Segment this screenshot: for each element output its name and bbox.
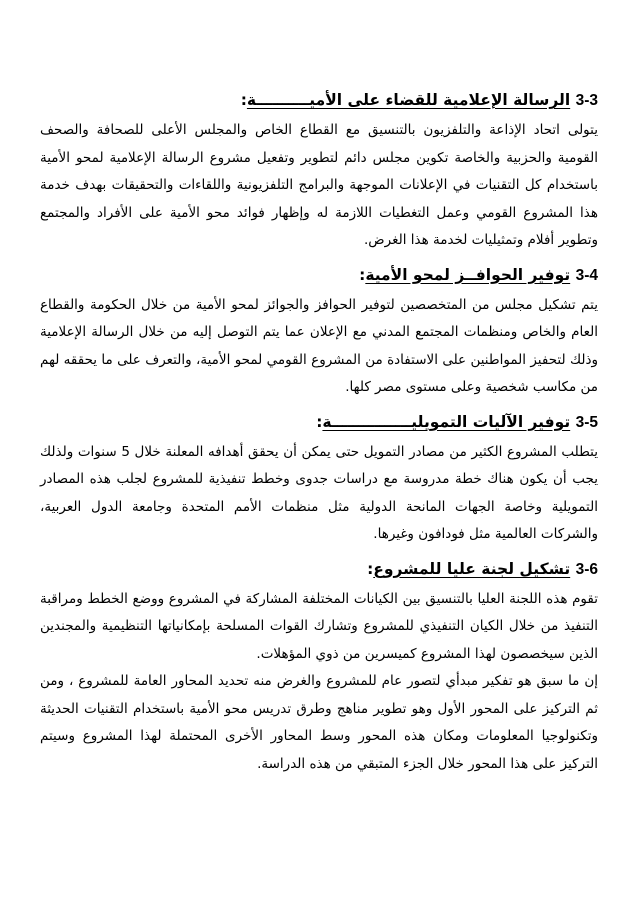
heading-colon: : [316, 412, 323, 431]
section-body: يتم تشكيل مجلس من المتخصصين لتوفير الحوافز والجوائز لمحو الأمية من خلال الحكومة والقطاع العام والخاص ومنظمات المجتمع المدني مع الإعلان عما يتم التوصل إليه من خلال الرسالة الإعلامية وذلك لتحفيز المواطنين على الاستفادة من المشروع القومي لمحو الأمية، والتعرف على ما يحققه لهم من مكاسب شخصية وعلى مستوى مصر كلها. [40, 296, 598, 395]
heading-colon: : [367, 559, 374, 578]
section-incentives [40, 261, 598, 402]
section-funding [40, 408, 598, 549]
heading-colon: : [359, 265, 366, 284]
section-number: 3-6 [575, 560, 598, 578]
heading-colon: : [240, 91, 247, 109]
section-media-message [40, 86, 598, 255]
section-heading [40, 408, 598, 437]
section-title: الرسالة الإعلامية للقضاء على الأميــــــــــة [246, 91, 571, 109]
closing-paragraph: إن ما سبق هو تفكير مبدأي لتصور عام للمشروع والغرض منه تحديد المحاور العامة للمشروع ، ومن ثم التركيز على المحور الأول وهو تطوير مناهج وطرق تدريس محو الأمية باستخدام التقنيات الحديثة وتكنولوجيا المعلومات ومكان هذه المحور وسط المحاور الأخرى المحتملة لهذا المشروع وسيتم التركيز على هذا المحور خلال الجزء المتبقي من هذه الدراسة. [40, 673, 598, 772]
section-title: تشكيل لجنة عليا للمشروع [373, 559, 571, 578]
section-heading [40, 261, 598, 290]
section-number: 3-5 [575, 413, 598, 431]
section-heading [40, 86, 598, 115]
section-number: 3-4 [575, 266, 598, 284]
section-number: 3-3 [575, 92, 598, 109]
section-title: توفير الحوافــز لمحو الأمية [365, 265, 571, 284]
document-page [40, 86, 598, 784]
section-heading [40, 555, 598, 584]
section-title: توفير الآليات التمويليـــــــــــــــة [322, 412, 571, 431]
section-committee [40, 555, 598, 669]
section-body: تقوم هذه اللجنة العليا بالتنسيق بين الكيانات المختلفة المشاركة في المشروع ووضع الخطط ومراقبة التنفيذ من خلال الكيان التنفيذي للمشروع وتشارك القوات المسلحة بإمكانياتها التنظيمية والمجندين الذين سيخصصون لهذا المشروع كميسرين من ذوي المؤهلات. [40, 590, 598, 662]
section-body: يتولى اتحاد الإذاعة والتلفزيون بالتنسيق مع القطاع الخاص والمجلس الأعلى للصحافة والصحف القومية والحزبية والخاصة تكوين مجلس دائم لتطوير وتفعيل مشروع الرسالة الإعلامية لمحو الأمية باستخدام كل التقنيات في الإعلانات الموجهة والبرامج التلفزيونية واللقاءات والتحقيقات بهدف خدمة هذا المشروع القومي وعمل التغطيات اللازمة له وإظهار فوائد محو الأمية على الأفراد والمجتمع وتطوير أفلام وتمثيليات لخدمة هذا الغرض. [40, 122, 598, 248]
section-body: يتطلب المشروع الكثير من مصادر التمويل حتى يمكن أن يحقق أهدافه المعلنة خلال 5 سنوات ولذلك يجب أن يكون هناك خطة مدروسة مع دراسات جدوى وخطط تنفيذية للمشروع لجلب هذه المصادر التمويلية وخاصة الجهات المانحة الدولية مثل منظمات الأمم المتحدة وجامعة الدول العربية، والشركات العالمية مثل فودافون وغيرها. [40, 443, 598, 542]
